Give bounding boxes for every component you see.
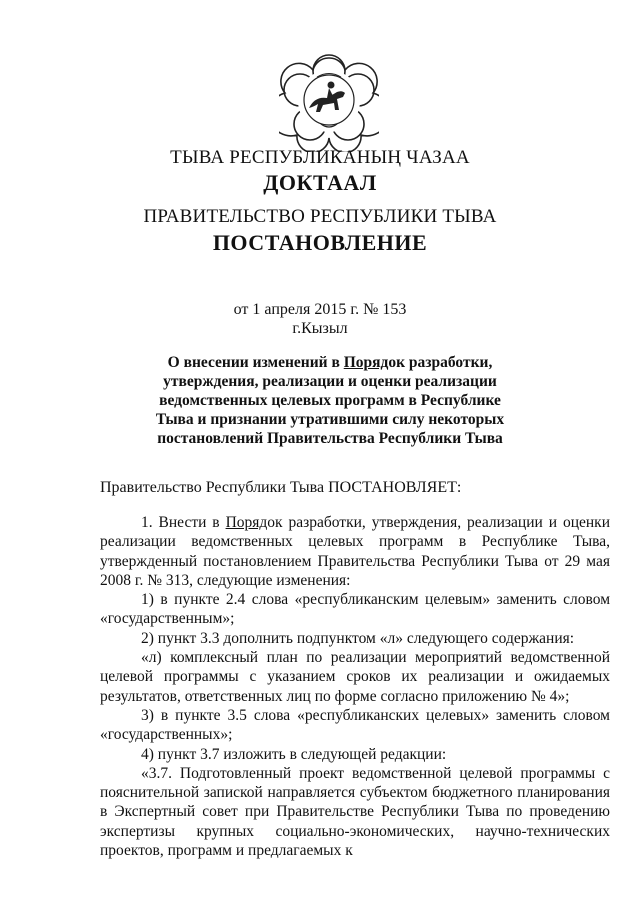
document-title [150, 353, 510, 448]
p1-link[interactable]: Поряд [225, 514, 268, 531]
tuva-emblem-icon [279, 52, 379, 152]
city: г.Кызыл [292, 320, 348, 337]
p1-start: 1. Внести в [141, 514, 226, 531]
republic-tuvan-heading: ТЫВА РЕСПУБЛИКАНЫҢ ЧАЗАА [170, 147, 470, 168]
paragraph-3: 2) пункт 3.3 дополнить подпунктом «л» следующего содержания: [141, 629, 575, 647]
paragraph-4: «л) комплексный план по реализации мероприятий ведомственной целевой программы с указанием сроков их реализации и ожидаемых результатов, ответственных лиц по форме согласно приложению № 4»; [100, 649, 610, 705]
doc-type-tuvan: ДОКТААЛ [263, 170, 377, 195]
paragraph-7: «3.7. Подготовленный проект ведомственной целевой программы с пояснительной запиской направляется субъектом бюджетного планирования в Экспертный совет при Правительстве Республики Тыва по проведению экспертизы крупных социально-экономических, научно-технических проектов, программ и предлагаемых к [100, 764, 610, 860]
republic-russian-heading: ПРАВИТЕЛЬСТВО РЕСПУБЛИКИ ТЫВА [143, 206, 497, 227]
date-number: от 1 апреля 2015 г. № 153 [233, 301, 407, 318]
doc-type-russian: ПОСТАНОВЛЕНИЕ [212, 230, 428, 255]
paragraph-6: 4) пункт 3.7 изложить в следующей редакции: [141, 745, 447, 763]
title-part2: ок разработки, утверждения, реализации и оценки реализации ведомственных целевых программ в Республике Тыва и признании утратившими силу некоторых постановлений Правительства Республики Тыва [155, 354, 505, 447]
document-body [100, 513, 610, 860]
intro-text: Правительство Республики Тыва ПОСТАНОВЛЯЕТ: [100, 479, 462, 496]
title-link[interactable]: Поряд [343, 354, 389, 371]
paragraph-1 [100, 513, 610, 590]
paragraph-5: 3) в пункте 3.5 слова «республиканских целевых» заменить словом «государственных»; [100, 706, 610, 744]
p1-end: ок разработки, утверждения, реализации и оценки реализации ведомственных целевых программ в Республике Тыва, утвержденный постановлением Правительства Республики Тыва от 29 мая 2008 г. № 313, следующие изменения: [100, 514, 610, 589]
paragraph-2: 1) в пункте 2.4 слова «республиканским целевым» заменить словом «государственным»; [100, 591, 610, 628]
title-part1: О внесении изменений в [167, 354, 344, 371]
